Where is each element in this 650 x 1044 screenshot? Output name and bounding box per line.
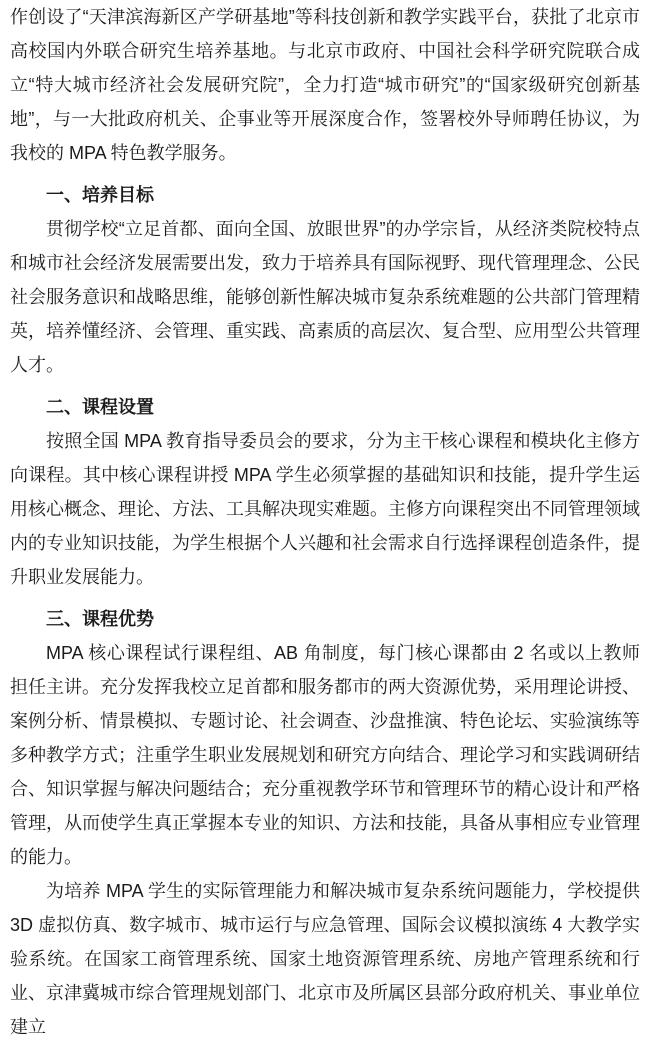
section-heading-training-goals: 一、培养目标	[46, 185, 154, 205]
paragraph-intro-continuation: 作创设了“天津滨海新区产学研基地”等科技创新和教学实践平台，获批了北京市高校国内外联合研究生培养基地。与北京市政府、中国社会科学研究院联合成立“特大城市经济社会发展研究院”，全力打造“城市研究”的“国家级研究创新基地”，与一大批政府机关、企事业等开展深度合作，签署校外导师聘任协议，为我校的 MPA 特色教学服务。	[10, 7, 640, 163]
section-heading-curriculum-setup: 二、课程设置	[46, 397, 154, 417]
paragraph-practice-systems: 为培养 MPA 学生的实际管理能力和解决城市复杂系统问题能力，学校提供 3D 虚拟仿真、数字城市、城市运行与应急管理、国际会议模拟演练 4 大教学实验系统。在国家工商管理系统、国家土地资源管理系统、房地产管理系统和行业、京津冀城市综合管理规划部门、北京市及所属区县部分政府机关、事业单位建立	[10, 881, 640, 1037]
section-heading-curriculum-advantages: 三、课程优势	[46, 609, 154, 629]
paragraph-training-goals: 贯彻学校“立足首都、面向全国、放眼世界”的办学宗旨，从经济类院校特点和城市社会经济发展需要出发，致力于培养具有国际视野、现代管理理念、公民社会服务意识和战略思维，能够创新性解决城市复杂系统难题的公共部门管理精英，培养懂经济、会管理、重实践、高素质的高层次、复合型、应用型公共管理人才。	[10, 219, 640, 375]
paragraph-curriculum-setup: 按照全国 MPA 教育指导委员会的要求，分为主干核心课程和模块化主修方向课程。其中核心课程讲授 MPA 学生必须掌握的基础知识和技能，提升学生运用核心概念、理论、方法、工具解决现实难题。主修方向课程突出不同管理领域内的专业知识技能，为学生根据个人兴趣和社会需求自行选择课程创造条件，提升职业发展能力。	[10, 431, 640, 587]
paragraph-curriculum-advantages: MPA 核心课程试行课程组、AB 角制度，每门核心课都由 2 名或以上教师担任主讲。充分发挥我校立足首都和服务都市的两大资源优势，采用理论讲授、案例分析、情景模拟、专题讨论、社会调查、沙盘推演、特色论坛、实验演练等多种教学方式；注重学生职业发展规划和研究方向结合、理论学习和实践调研结合、知识掌握与解决问题结合；充分重视教学环节和管理环节的精心设计和严格管理，从而使学生真正掌握本专业的知识、方法和技能，具备从事相应专业管理的能力。	[10, 643, 640, 867]
